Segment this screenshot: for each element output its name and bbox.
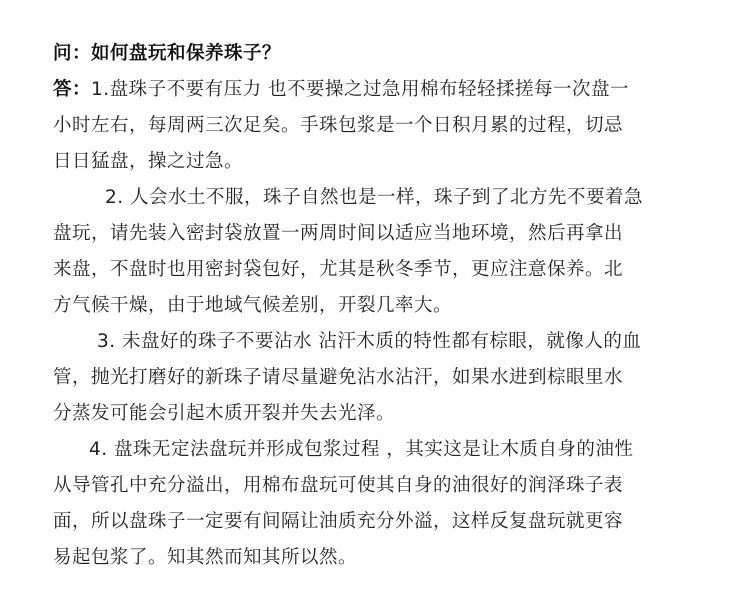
paragraph-4-line-4: 易起包浆了。知其然而知其所以然。	[53, 547, 358, 568]
answer-label: 答：	[53, 79, 92, 100]
paragraph-1-line-2: 小时左右，每周两三次足矣。手珠包浆是一个日积月累的过程，切忌	[53, 115, 624, 136]
document-body	[53, 36, 703, 576]
paragraph-3-line-2: 管，抛光打磨好的新珠子请尽量避免沾水沾汗，如果水进到棕眼里水	[53, 367, 624, 388]
paragraph-2-line-4: 方气候干燥，由于地域气候差别，开裂几率大。	[53, 295, 453, 316]
paragraph-2-line-2: 盘玩，请先装入密封袋放置一两周时间以适应当地环境，然后再拿出	[53, 223, 624, 244]
paragraph-3-line-3: 分蒸发可能会引起木质开裂并失去光泽。	[53, 403, 396, 424]
question-heading: 问：如何盘玩和保养珠子？	[53, 43, 282, 64]
answer-line-1	[53, 72, 703, 108]
paragraph-1-line-3: 日日猛盘，操之过急。	[53, 151, 244, 172]
paragraph-4-line-3: 面，所以盘珠子一定要有间隔让油质充分外溢，这样反复盘玩就更容	[53, 511, 624, 532]
paragraph-2-line-3: 来盘，不盘时也用密封袋包好，尤其是秋冬季节，更应注意保养。北	[53, 259, 624, 280]
paragraph-4-line-1: 4. 盘珠无定法盘玩并形成包浆过程 ，其实这是让木质自身的油性	[89, 439, 634, 460]
paragraph-1-line-1: 1.盘珠子不要有压力 也不要操之过急用棉布轻轻揉搓每一次盘一	[91, 79, 630, 100]
paragraph-2-line-1: 2. 人会水土不服，珠子自然也是一样，珠子到了北方先不要着急	[105, 187, 644, 208]
paragraph-3-line-1: 3. 未盘好的珠子不要沾水 沾汗木质的特性都有棕眼，就像人的血	[97, 331, 642, 352]
paragraph-4-line-2: 从导管孔中充分溢出，用棉布盘玩可使其自身的油很好的润泽珠子表	[53, 475, 624, 496]
